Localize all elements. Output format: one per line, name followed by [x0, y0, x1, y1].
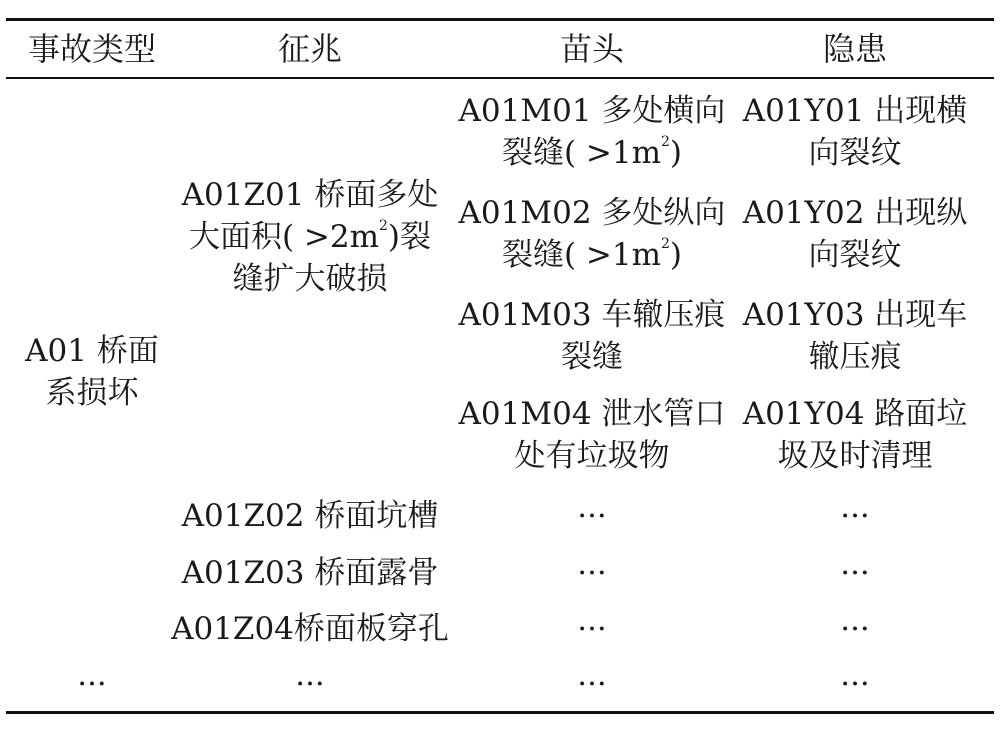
hazard-1-line2: 向裂纹: [808, 135, 902, 171]
omen-1-line2: [452, 132, 732, 174]
sign-cell: A01Z04桥面板穿孔: [171, 611, 449, 647]
omen-4-line2: 处有垃圾物: [514, 438, 670, 474]
accident-type-cell: [6, 330, 178, 414]
omen-1-line1: A01M01 多处横向: [458, 93, 726, 129]
sign-1-line2: [165, 216, 455, 258]
omen-cell: [452, 294, 732, 378]
omen-4-line1: A01M04 泄水管口: [458, 396, 726, 432]
accident-type-ellipsis: ···: [77, 666, 107, 702]
sign-1-line2-pre: 大面积( >2m: [188, 219, 379, 255]
omen-cell: [452, 192, 732, 276]
omen-cell: ···: [577, 498, 607, 534]
omen-1-superscript: 2: [661, 133, 670, 150]
omen-cell: ···: [577, 611, 607, 647]
omen-2-line1: A01M02 多处纵向: [458, 195, 726, 231]
sign-cell: A01Z03 桥面露骨: [181, 555, 439, 591]
sign-1-line1: A01Z01 桥面多处: [181, 177, 439, 213]
hazard-cell: [735, 294, 975, 378]
omen-cell: [452, 393, 732, 477]
hazard-cell: [735, 393, 975, 477]
sign-1-superscript: 2: [379, 217, 388, 234]
omen-2-superscript: 2: [661, 235, 670, 252]
omen-2-line2-post: ): [669, 237, 683, 273]
hazard-2-line1: A01Y02 出现纵: [742, 195, 968, 231]
top-rule: [6, 18, 994, 21]
header-accident-type: 事故类型: [27, 30, 156, 68]
omen-cell: ···: [577, 555, 607, 591]
omen-cell: [452, 90, 732, 174]
omen-2-line2: [452, 234, 732, 276]
header-signs: 征兆: [277, 30, 342, 68]
hazard-cell: ···: [840, 666, 870, 702]
omen-2-line2-pre: 裂缝( >1m: [501, 237, 661, 273]
hazard-cell: ···: [840, 498, 870, 534]
omen-1-line2-post: ): [669, 135, 683, 171]
hazard-cell: [735, 192, 975, 276]
hazard-2-line2: 向裂纹: [808, 237, 902, 273]
hazard-4-line1: A01Y04 路面垃: [742, 396, 968, 432]
hazard-3-line1: A01Y03 出现车: [742, 297, 968, 333]
sign-cell: A01Z02 桥面坑槽: [181, 498, 439, 534]
hazard-cell: [735, 90, 975, 174]
hazard-3-line2: 辙压痕: [808, 339, 902, 375]
sign-1-line3: 缝扩大破损: [232, 261, 388, 297]
omen-3-line2: 裂缝: [561, 339, 623, 375]
accident-type-line2: 系损坏: [45, 375, 139, 411]
header-omens: 苗头: [559, 30, 624, 68]
hazard-cell: ···: [840, 555, 870, 591]
sign-1-line2-post: )裂: [387, 219, 432, 255]
hazard-cell: ···: [840, 611, 870, 647]
omen-1-line2-pre: 裂缝( >1m: [501, 135, 661, 171]
accident-type-line1: A01 桥面: [25, 333, 159, 369]
hazard-1-line1: A01Y01 出现横: [742, 93, 968, 129]
sign-cell: ···: [295, 666, 325, 702]
sign-cell: [165, 174, 455, 300]
bottom-rule: [6, 711, 994, 714]
header-rule: [6, 77, 994, 79]
header-hazards: 隐患: [822, 30, 887, 68]
omen-cell: ···: [577, 666, 607, 702]
hazard-4-line2: 圾及时清理: [777, 438, 933, 474]
omen-3-line1: A01M03 车辙压痕: [458, 297, 726, 333]
